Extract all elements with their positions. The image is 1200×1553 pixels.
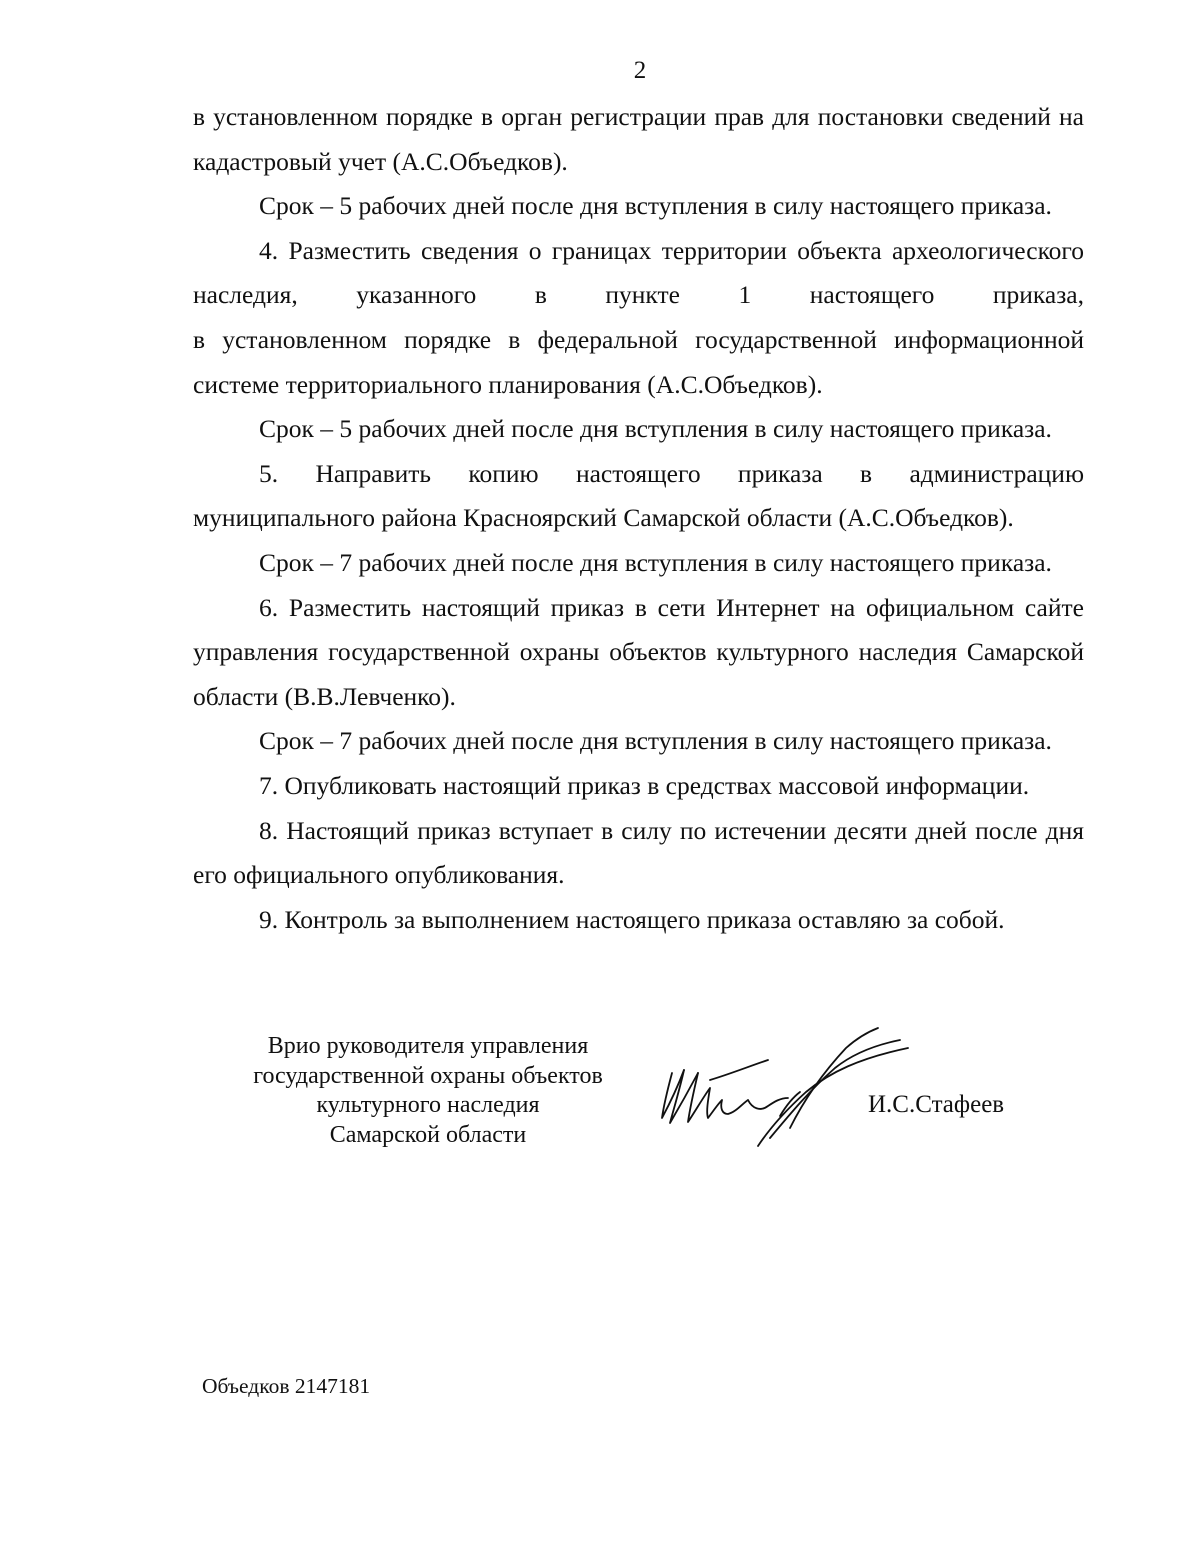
- handwritten-signature: [650, 1018, 920, 1148]
- paragraph-item-6: 6. Разместить настоящий приказ в сети Интернет на официальном сайте управления государственной охраны объектов культурного наследия Самарской области (В.В.Левченко).: [193, 592, 1084, 711]
- signatory-position-line: Самарской области: [329, 1121, 527, 1148]
- signature-stroke: [780, 1092, 800, 1116]
- signature-stroke: [670, 1070, 698, 1123]
- signatory-position-line: государственной охраны объектов: [253, 1062, 603, 1089]
- paragraph-item-8: 8. Настоящий приказ вступает в силу по истечении десяти дней после дня его официального опубликования.: [193, 815, 1084, 890]
- signature-stroke: [790, 1028, 878, 1128]
- executor-note: Объедков 2147181: [202, 1374, 371, 1398]
- signatory-name: И.С.Стафеев: [868, 1091, 1005, 1118]
- signatory-position: [222, 1032, 634, 1150]
- paragraph-deadline: Срок – 5 рабочих дней после дня вступления в силу настоящего приказа.: [259, 414, 1052, 444]
- signature-stroke: [688, 1073, 788, 1122]
- paragraph-item-4-continued: в установленном порядке в федеральной государственной информационной системе территориального планирования (А.С.Объедков).: [193, 324, 1084, 399]
- paragraph-item-9: 9. Контроль за выполнением настоящего приказа оставляю за собой.: [259, 904, 1005, 934]
- paragraph-deadline: Срок – 7 рабочих дней после дня вступления в силу настоящего приказа.: [259, 547, 1052, 577]
- signatory-position-line: Врио руководителя управления: [267, 1033, 589, 1059]
- paragraph-deadline: Срок – 7 рабочих дней после дня вступления в силу настоящего приказа.: [259, 726, 1052, 756]
- paragraph-item-7: 7. Опубликовать настоящий приказ в средствах массовой информации.: [259, 770, 1030, 800]
- paragraph-item-5: 5. Направить копию настоящего приказа в администрацию муниципального района Красноярский Самарской области (А.С.Объедков).: [193, 458, 1084, 533]
- page-number: 2: [633, 57, 647, 84]
- signature-stroke: [710, 1060, 768, 1080]
- paragraph-deadline: Срок – 5 рабочих дней после дня вступления в силу настоящего приказа.: [259, 191, 1052, 221]
- paragraph-registration: в установленном порядке в орган регистрации прав для постановки сведений на кадастровый учет (А.С.Объедков).: [193, 102, 1084, 176]
- document-body: [193, 95, 1084, 942]
- signatory-position-line: культурного наследия: [316, 1092, 540, 1118]
- paragraph-item-4: 4. Разместить сведения о границах территории объекта археологического наследия, указанного в пункте 1 настоящего приказа,: [193, 235, 1084, 310]
